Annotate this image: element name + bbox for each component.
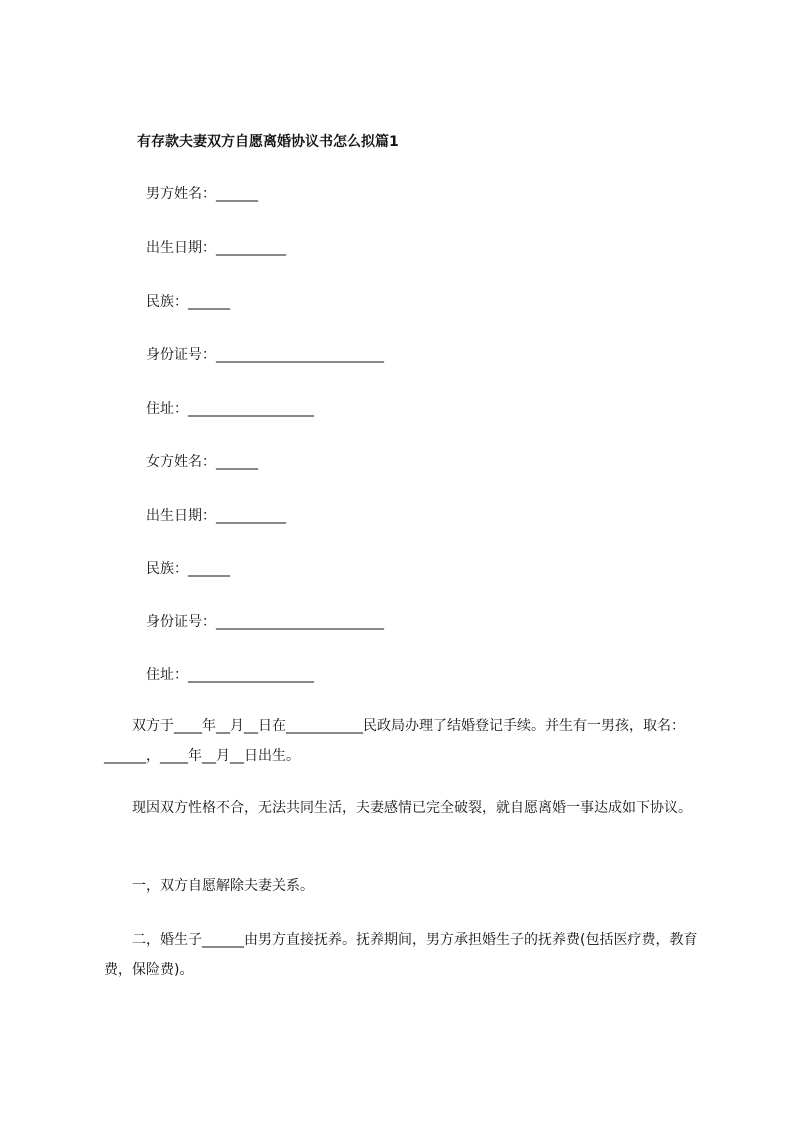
field-male-id-number: 身份证号：________________________ bbox=[146, 347, 384, 363]
field-female-birthdate: 出生日期：__________ bbox=[146, 508, 286, 524]
paragraph-clause-one: 一，双方自愿解除夫妻关系。 bbox=[104, 878, 314, 894]
document-title: 有存款夫妻双方自愿离婚协议书怎么拟篇1 bbox=[137, 134, 399, 150]
field-male-address: 住址：__________________ bbox=[146, 401, 314, 417]
field-female-address: 住址：__________________ bbox=[146, 667, 314, 683]
field-female-name: 女方姓名：______ bbox=[146, 454, 258, 470]
field-male-birthdate: 出生日期：__________ bbox=[146, 240, 286, 256]
paragraph-clause-two: 二，婚生子______由男方直接抚养。抚养期间，男方承担婚生子的抚养费(包括医疗费，教育费，保险费)。 bbox=[104, 932, 698, 978]
paragraph-marriage-registration: 双方于____年__月__日在___________民政局办理了结婚登记手续。并生有一男孩，取名：______，____年__月__日出生。 bbox=[104, 718, 685, 764]
field-male-name: 男方姓名：______ bbox=[146, 186, 258, 202]
paragraph-divorce-reason: 现因双方性格不合，无法共同生活，夫妻感情已完全破裂，就自愿离婚一事达成如下协议。 bbox=[104, 800, 692, 816]
field-female-id-number: 身份证号：________________________ bbox=[146, 614, 384, 630]
field-male-ethnicity: 民族：______ bbox=[146, 294, 230, 310]
field-female-ethnicity: 民族：______ bbox=[146, 561, 230, 577]
